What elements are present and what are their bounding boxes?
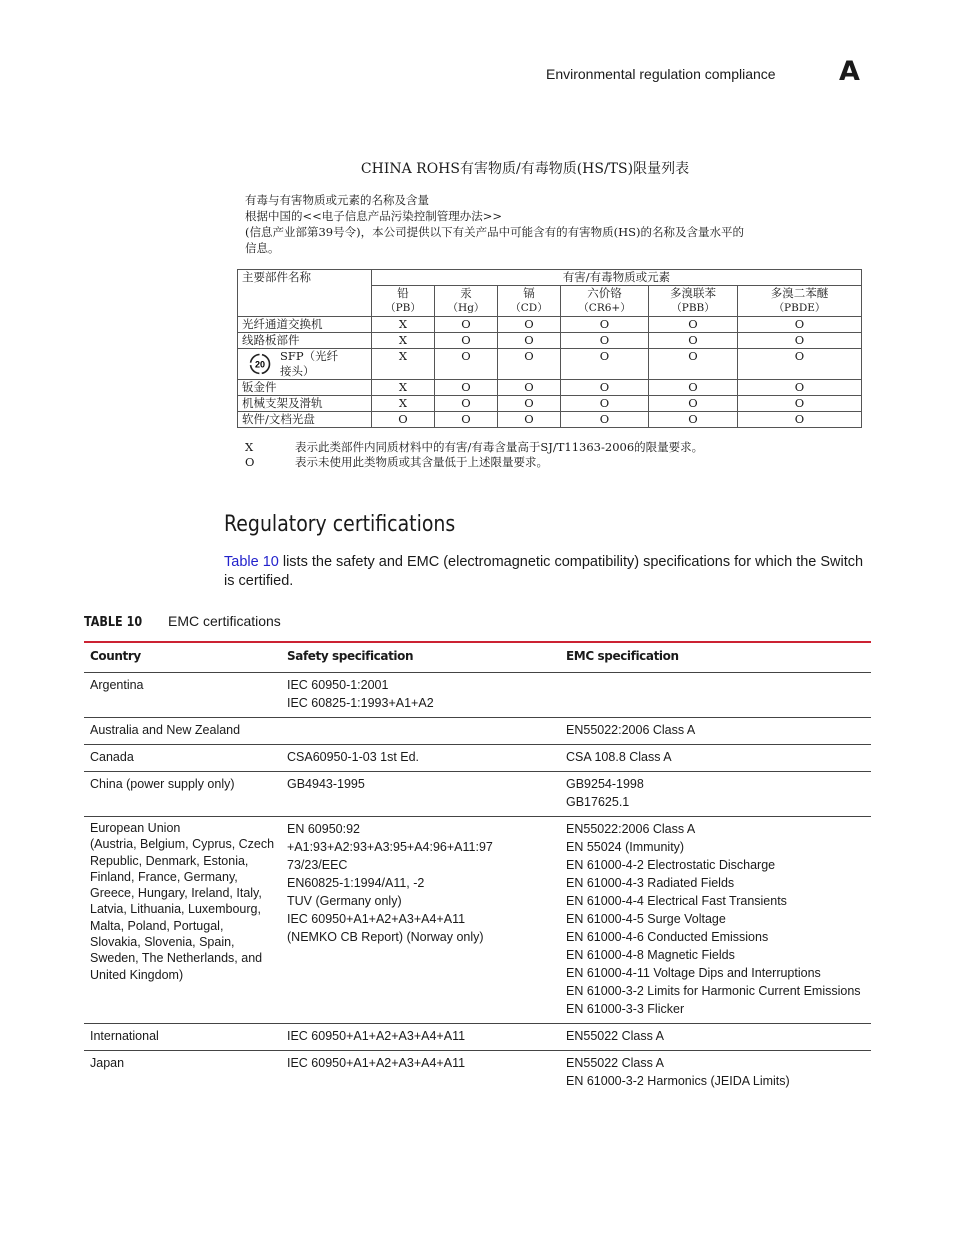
substance-value-cell: O xyxy=(372,412,435,428)
substance-column-header xyxy=(498,286,561,317)
intro-line: 根据中国的<<电子信息产品污染控制管理办法>> xyxy=(245,209,503,223)
country-line: Japan xyxy=(90,1056,125,1070)
table-caption-label: TABLE 10 xyxy=(84,615,143,630)
emc-line: EN 61000-4-4 Electrical Fast Transients xyxy=(566,894,787,908)
emc-line: EN 61000-4-3 Radiated Fields xyxy=(566,876,735,890)
rohs-table-row xyxy=(238,396,862,412)
safety-line: EN 60950:92 xyxy=(287,822,360,836)
emc-line: EN 55024 (Immunity) xyxy=(566,840,685,854)
legend-key: O xyxy=(245,455,255,469)
emc-line: EN55022 Class A xyxy=(566,1029,664,1043)
country-line: (Austria, Belgium, Cyprus, Czech xyxy=(90,837,275,852)
emc-line: EN 61000-3-2 Limits for Harmonic Current Emissions xyxy=(566,984,861,998)
legend-text: 表示未使用此类物质或其含量低于上述限量要求。 xyxy=(295,455,548,469)
substance-value-cell: O xyxy=(435,317,498,333)
emc-table-row xyxy=(84,745,871,772)
column-header-emc: EMC specification xyxy=(560,642,871,673)
safety-line: TUV (Germany only) xyxy=(287,894,402,908)
substance-column-header xyxy=(435,286,498,317)
rohs-table-row xyxy=(238,349,862,380)
emc-line: CSA 108.8 Class A xyxy=(566,750,672,764)
substance-column-header xyxy=(372,286,435,317)
substance-value-cell: O xyxy=(435,349,498,380)
emc-cell xyxy=(560,817,871,1024)
component-name-cell: 软件/文档光盘 xyxy=(238,412,372,428)
substance-value-cell: O xyxy=(649,412,738,428)
substance-value-cell: O xyxy=(738,412,862,428)
emc-cell xyxy=(560,772,871,817)
country-line: Sweden, The Netherlands, and xyxy=(90,951,263,966)
country-line: Latvia, Lithuania, Luxembourg, xyxy=(90,902,261,917)
legend-row xyxy=(245,455,703,470)
substance-value-cell: O xyxy=(649,380,738,396)
substance-value-cell: O xyxy=(435,412,498,428)
safety-line: IEC 60950+A1+A2+A3+A4+A11 xyxy=(287,1029,466,1043)
safety-line: IEC 60950+A1+A2+A3+A4+A11 xyxy=(287,912,466,926)
country-cell xyxy=(84,1051,281,1096)
substance-value-cell: O xyxy=(738,333,862,349)
substance-symbol: （PB） xyxy=(385,302,421,314)
substance-name: 多溴联苯 xyxy=(670,286,716,300)
china-rohs-title: CHINA ROHS有害物质/有毒物质(HS/TS)限量列表 xyxy=(360,161,690,177)
country-line: Canada xyxy=(90,750,134,764)
substance-value-cell: O xyxy=(561,333,649,349)
intro-line: (信息产业部第39号令)，本公司提供以下有关产品中可能含有的有害物质(HS)的名称及含量水平的 xyxy=(245,225,744,239)
country-line: European Union xyxy=(90,821,181,835)
emc-line: EN 61000-4-2 Electrostatic Discharge xyxy=(566,858,776,872)
china-rohs-table xyxy=(237,269,862,428)
safety-cell xyxy=(281,1051,560,1096)
substance-symbol: （CD） xyxy=(510,302,548,314)
paragraph-text: lists the safety and EMC (electromagnetic compatibility) specifications for which the Switch is certified. xyxy=(224,554,864,589)
substance-value-cell: O xyxy=(498,412,561,428)
substance-value-cell: O xyxy=(435,396,498,412)
eco-label-text: 20 xyxy=(254,359,266,370)
substance-value-cell: O xyxy=(498,380,561,396)
country-line: International xyxy=(90,1029,159,1043)
column-header-country: Country xyxy=(84,642,281,673)
safety-cell xyxy=(281,817,560,1024)
emc-line: EN 61000-4-8 Magnetic Fields xyxy=(566,948,735,962)
intro-line: 信息。 xyxy=(245,241,280,255)
substance-value-cell: O xyxy=(738,349,862,380)
substance-value-cell: O xyxy=(561,317,649,333)
china-rohs-legend xyxy=(245,440,703,470)
emc-line: EN 61000-4-11 Voltage Dips and Interruptions xyxy=(566,966,821,980)
emc-line: EN 61000-3-2 Harmonics (JEIDA Limits) xyxy=(566,1074,790,1088)
substance-value-cell: X xyxy=(372,380,435,396)
substance-symbol: （PBB） xyxy=(671,302,715,314)
safety-line: +A1:93+A2:93+A3:95+A4:96+A11:97 xyxy=(287,840,493,854)
emc-table-row xyxy=(84,1024,871,1051)
substance-name: 六价铬 xyxy=(587,286,622,300)
safety-line: EN60825-1:1994/A11, -2 xyxy=(287,876,425,890)
component-name: SFP（光纤接头） xyxy=(280,349,339,378)
substance-value-cell: O xyxy=(561,396,649,412)
substance-value-cell: O xyxy=(738,317,862,333)
section-paragraph xyxy=(224,553,864,590)
safety-line: CSA60950-1-03 1st Ed. xyxy=(287,750,420,764)
component-name-cell xyxy=(238,349,372,380)
emc-line: EN55022:2006 Class A xyxy=(566,723,696,737)
substance-symbol: （CR6+） xyxy=(578,302,631,314)
safety-line: IEC 60950-1:2001 xyxy=(287,678,389,692)
emc-line: EN 61000-4-5 Surge Voltage xyxy=(566,912,726,926)
country-line: Finland, France, Germany, xyxy=(90,869,238,884)
rohs-table-row xyxy=(238,380,862,396)
country-cell xyxy=(84,817,281,1024)
emc-cell xyxy=(560,1051,871,1096)
table-10-link[interactable]: Table 10 xyxy=(224,554,279,570)
emc-table-row xyxy=(84,772,871,817)
rohs-table-row xyxy=(238,412,862,428)
safety-cell xyxy=(281,1024,560,1051)
legend-row xyxy=(245,440,703,455)
appendix-letter: A xyxy=(839,56,860,87)
country-line: Slovakia, Slovenia, Spain, xyxy=(90,935,235,950)
emc-table-row xyxy=(84,1051,871,1096)
emc-table-row xyxy=(84,817,871,1024)
substance-name: 镉 xyxy=(523,286,535,300)
substance-name: 铅 xyxy=(397,286,409,300)
emc-line: GB9254-1998 xyxy=(566,777,644,791)
emc-cell xyxy=(560,718,871,745)
country-cell xyxy=(84,1024,281,1051)
rohs-table-row xyxy=(238,317,862,333)
safety-line: 73/23/EEC xyxy=(287,858,348,872)
substance-name: 汞 xyxy=(460,286,472,300)
emc-line: EN55022:2006 Class A xyxy=(566,822,696,836)
component-name-cell: 光纤通道交换机 xyxy=(238,317,372,333)
substance-value-cell: X xyxy=(372,317,435,333)
safety-cell xyxy=(281,718,560,745)
running-header-title: Environmental regulation compliance xyxy=(546,66,776,82)
component-name-cell: 线路板部件 xyxy=(238,333,372,349)
substance-value-cell: O xyxy=(498,349,561,380)
component-name-cell: 机械支架及滑轨 xyxy=(238,396,372,412)
substance-value-cell: O xyxy=(498,396,561,412)
country-line: Argentina xyxy=(90,678,144,692)
substance-value-cell: O xyxy=(738,380,862,396)
legend-text: 表示此类部件内同质材料中的有害/有毒含量高于SJ/T11363-2006的限量要求。 xyxy=(295,440,704,454)
substance-column-header xyxy=(738,286,862,317)
safety-cell xyxy=(281,673,560,718)
china-rohs-intro xyxy=(245,192,855,256)
intro-line: 有毒与有害物质或元素的名称及含量 xyxy=(245,193,429,207)
emc-line: EN 61000-4-6 Conducted Emissions xyxy=(566,930,769,944)
substance-value-cell: O xyxy=(561,349,649,380)
table-caption-text: EMC certifications xyxy=(168,613,281,629)
substance-value-cell: O xyxy=(435,380,498,396)
emc-cell xyxy=(560,1024,871,1051)
country-line: Republic, Denmark, Estonia, xyxy=(90,853,249,868)
safety-cell xyxy=(281,772,560,817)
table-caption xyxy=(84,613,281,630)
substance-value-cell: O xyxy=(649,333,738,349)
country-line: Australia and New Zealand xyxy=(90,723,241,737)
substance-value-cell: X xyxy=(372,333,435,349)
eco-20-year-icon xyxy=(248,353,272,379)
country-line: Malta, Poland, Portugal, xyxy=(90,918,224,933)
substance-symbol: （Hg） xyxy=(447,302,485,314)
rohs-table-row xyxy=(238,333,862,349)
emc-table-row xyxy=(84,718,871,745)
substance-column-header xyxy=(649,286,738,317)
substance-value-cell: O xyxy=(435,333,498,349)
substance-value-cell: X xyxy=(372,396,435,412)
country-cell xyxy=(84,772,281,817)
substance-value-cell: O xyxy=(561,380,649,396)
substance-value-cell: O xyxy=(649,396,738,412)
component-name-cell: 钣金件 xyxy=(238,380,372,396)
country-line: United Kingdom) xyxy=(90,967,184,982)
country-line: China (power supply only) xyxy=(90,777,235,791)
country-line: Greece, Hungary, Ireland, Italy, xyxy=(90,886,262,901)
substance-value-cell: O xyxy=(649,349,738,380)
component-header: 主要部件名称 xyxy=(238,270,372,317)
emc-cell xyxy=(560,673,871,718)
substance-symbol: （PBDE） xyxy=(773,302,826,314)
country-cell xyxy=(84,745,281,772)
legend-key: X xyxy=(245,440,254,454)
section-heading: Regulatory certifications xyxy=(224,512,456,537)
safety-line: IEC 60825-1:1993+A1+A2 xyxy=(287,696,434,710)
substance-name: 多溴二苯醚 xyxy=(770,286,829,300)
substance-column-header xyxy=(561,286,649,317)
substance-value-cell: X xyxy=(372,349,435,380)
emc-line: GB17625.1 xyxy=(566,795,630,809)
substance-group-header: 有害/有毒物质或元素 xyxy=(372,270,862,286)
substance-value-cell: O xyxy=(561,412,649,428)
substance-value-cell: O xyxy=(498,317,561,333)
country-cell xyxy=(84,718,281,745)
safety-cell xyxy=(281,745,560,772)
safety-line: GB4943-1995 xyxy=(287,777,365,791)
column-header-safety: Safety specification xyxy=(281,642,560,673)
substance-value-cell: O xyxy=(498,333,561,349)
emc-certifications-table xyxy=(84,641,871,1095)
emc-table-row xyxy=(84,673,871,718)
country-cell xyxy=(84,673,281,718)
emc-line: EN55022 Class A xyxy=(566,1056,664,1070)
safety-line: (NEMKO CB Report) (Norway only) xyxy=(287,930,484,944)
emc-cell xyxy=(560,745,871,772)
safety-line: IEC 60950+A1+A2+A3+A4+A11 xyxy=(287,1056,466,1070)
substance-value-cell: O xyxy=(649,317,738,333)
emc-line: EN 61000-3-3 Flicker xyxy=(566,1002,685,1016)
substance-value-cell: O xyxy=(738,396,862,412)
